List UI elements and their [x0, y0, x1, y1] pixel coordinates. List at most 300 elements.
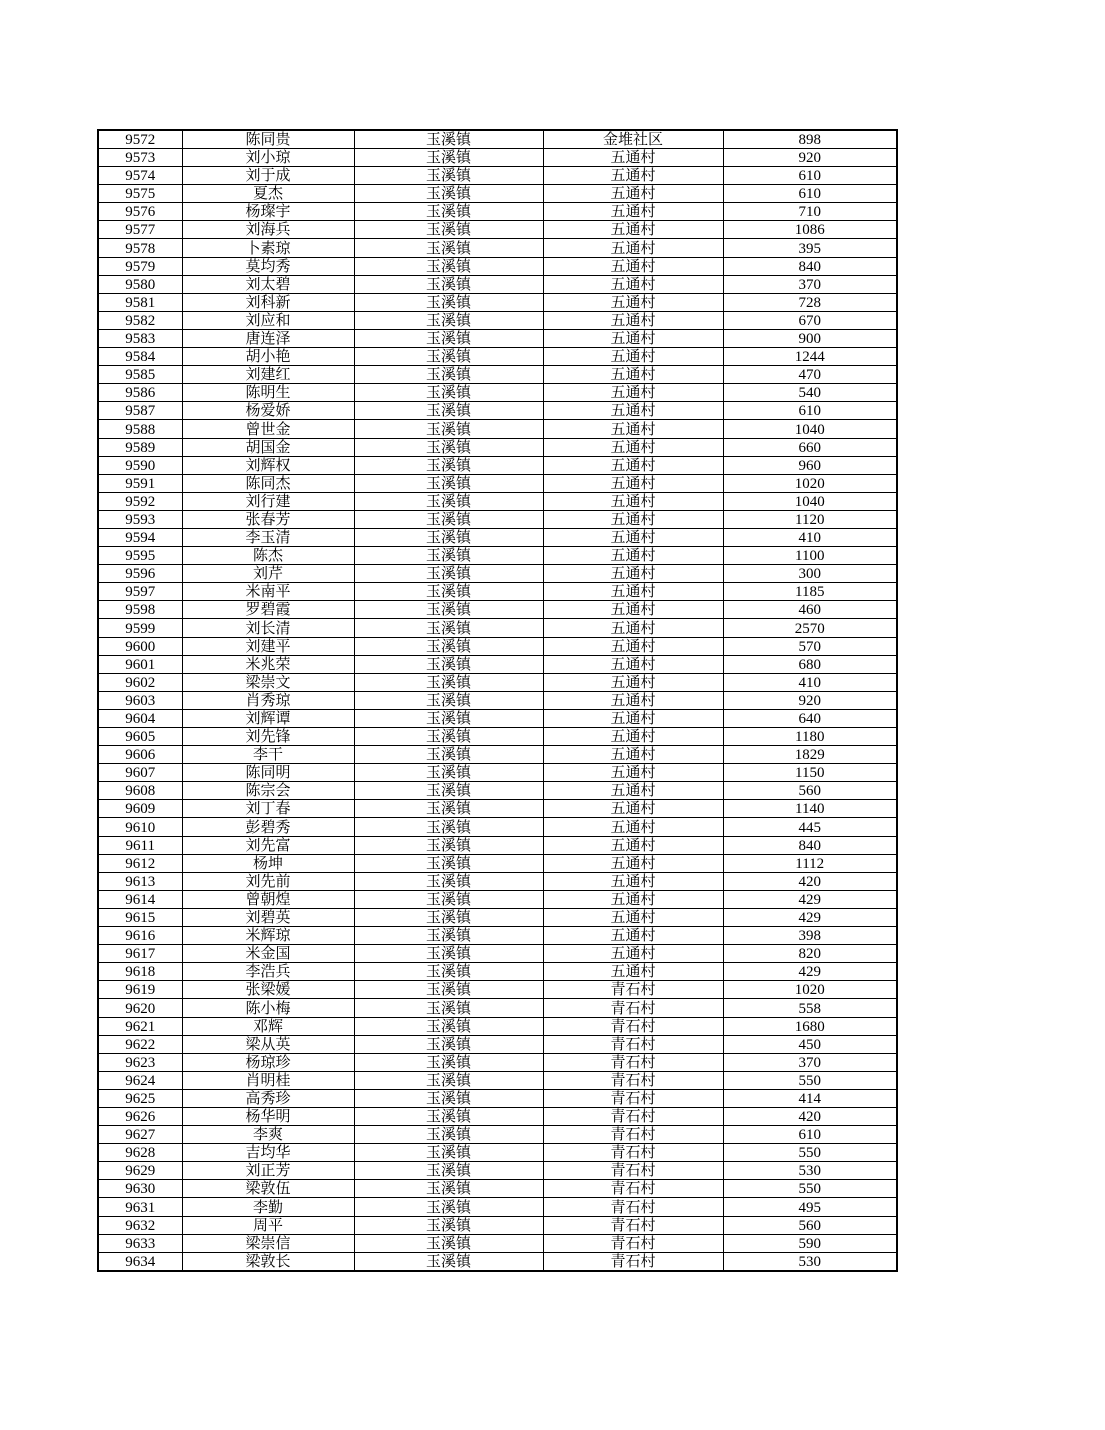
- row-number-cell: 9609: [98, 800, 182, 818]
- village-cell: 五通村: [543, 637, 723, 655]
- amount-cell: 540: [723, 384, 897, 402]
- amount-cell: 530: [723, 1162, 897, 1180]
- town-cell: 玉溪镇: [354, 239, 543, 257]
- row-number-cell: 9599: [98, 619, 182, 637]
- town-cell: 玉溪镇: [354, 1216, 543, 1234]
- name-cell: 陈小梅: [182, 999, 354, 1017]
- row-number-cell: 9582: [98, 311, 182, 329]
- name-cell: 刘正芳: [182, 1162, 354, 1180]
- town-cell: 玉溪镇: [354, 583, 543, 601]
- amount-cell: 1185: [723, 583, 897, 601]
- name-cell: 刘辉谭: [182, 709, 354, 727]
- row-number-cell: 9614: [98, 890, 182, 908]
- amount-cell: 370: [723, 1053, 897, 1071]
- village-cell: 青石村: [543, 999, 723, 1017]
- village-cell: 五通村: [543, 492, 723, 510]
- town-cell: 玉溪镇: [354, 293, 543, 311]
- name-cell: 刘丁春: [182, 800, 354, 818]
- amount-cell: 558: [723, 999, 897, 1017]
- table-row: [98, 311, 897, 329]
- table-row: [98, 492, 897, 510]
- row-number-cell: 9595: [98, 547, 182, 565]
- village-cell: 五通村: [543, 818, 723, 836]
- amount-cell: 660: [723, 438, 897, 456]
- town-cell: 玉溪镇: [354, 818, 543, 836]
- name-cell: 曾朝煌: [182, 890, 354, 908]
- village-cell: 五通村: [543, 185, 723, 203]
- town-cell: 玉溪镇: [354, 1198, 543, 1216]
- row-number-cell: 9593: [98, 510, 182, 528]
- amount-cell: 840: [723, 836, 897, 854]
- town-cell: 玉溪镇: [354, 203, 543, 221]
- town-cell: 玉溪镇: [354, 673, 543, 691]
- row-number-cell: 9621: [98, 1017, 182, 1035]
- table-row: [98, 601, 897, 619]
- name-cell: 米金国: [182, 945, 354, 963]
- table-row: [98, 1126, 897, 1144]
- row-number-cell: 9584: [98, 348, 182, 366]
- row-number-cell: 9617: [98, 945, 182, 963]
- row-number-cell: 9596: [98, 565, 182, 583]
- town-cell: 玉溪镇: [354, 1071, 543, 1089]
- table-row: [98, 384, 897, 402]
- row-number-cell: 9619: [98, 981, 182, 999]
- town-cell: 玉溪镇: [354, 999, 543, 1017]
- table-row: [98, 583, 897, 601]
- town-cell: 玉溪镇: [354, 764, 543, 782]
- name-cell: 彭碧秀: [182, 818, 354, 836]
- amount-cell: 550: [723, 1144, 897, 1162]
- table-row: [98, 329, 897, 347]
- amount-cell: 550: [723, 1071, 897, 1089]
- row-number-cell: 9579: [98, 257, 182, 275]
- village-cell: 青石村: [543, 981, 723, 999]
- town-cell: 玉溪镇: [354, 257, 543, 275]
- table-row: [98, 890, 897, 908]
- name-cell: 胡国金: [182, 438, 354, 456]
- village-cell: 五通村: [543, 872, 723, 890]
- amount-cell: 300: [723, 565, 897, 583]
- name-cell: 周平: [182, 1216, 354, 1234]
- amount-cell: 1180: [723, 728, 897, 746]
- row-number-cell: 9589: [98, 438, 182, 456]
- amount-cell: 398: [723, 927, 897, 945]
- amount-cell: 2570: [723, 619, 897, 637]
- table-row: [98, 167, 897, 185]
- amount-cell: 640: [723, 709, 897, 727]
- town-cell: 玉溪镇: [354, 872, 543, 890]
- village-cell: 五通村: [543, 908, 723, 926]
- table-row: [98, 999, 897, 1017]
- amount-cell: 495: [723, 1198, 897, 1216]
- town-cell: 玉溪镇: [354, 402, 543, 420]
- row-number-cell: 9610: [98, 818, 182, 836]
- table-row: [98, 746, 897, 764]
- table-row: [98, 149, 897, 167]
- name-cell: 李玉清: [182, 528, 354, 546]
- village-cell: 五通村: [543, 601, 723, 619]
- town-cell: 玉溪镇: [354, 510, 543, 528]
- name-cell: 卜素琼: [182, 239, 354, 257]
- amount-cell: 1100: [723, 547, 897, 565]
- town-cell: 玉溪镇: [354, 329, 543, 347]
- name-cell: 米兆荣: [182, 655, 354, 673]
- name-cell: 曾世金: [182, 420, 354, 438]
- name-cell: 杨坤: [182, 854, 354, 872]
- table-row: [98, 547, 897, 565]
- town-cell: 玉溪镇: [354, 836, 543, 854]
- table-row: [98, 908, 897, 926]
- town-cell: 玉溪镇: [354, 1180, 543, 1198]
- table-row: [98, 438, 897, 456]
- village-cell: 五通村: [543, 329, 723, 347]
- name-cell: 陈同贵: [182, 130, 354, 149]
- amount-cell: 429: [723, 963, 897, 981]
- town-cell: 玉溪镇: [354, 981, 543, 999]
- table-row: [98, 1017, 897, 1035]
- village-cell: 五通村: [543, 438, 723, 456]
- row-number-cell: 9572: [98, 130, 182, 149]
- name-cell: 李干: [182, 746, 354, 764]
- amount-cell: 728: [723, 293, 897, 311]
- row-number-cell: 9598: [98, 601, 182, 619]
- row-number-cell: 9602: [98, 673, 182, 691]
- village-cell: 五通村: [543, 221, 723, 239]
- town-cell: 玉溪镇: [354, 691, 543, 709]
- amount-cell: 820: [723, 945, 897, 963]
- amount-cell: 560: [723, 1216, 897, 1234]
- village-cell: 青石村: [543, 1234, 723, 1252]
- town-cell: 玉溪镇: [354, 311, 543, 329]
- town-cell: 玉溪镇: [354, 1017, 543, 1035]
- table-row: [98, 655, 897, 673]
- table-row: [98, 1234, 897, 1252]
- table-row: [98, 818, 897, 836]
- row-number-cell: 9591: [98, 474, 182, 492]
- row-number-cell: 9623: [98, 1053, 182, 1071]
- table-row: [98, 782, 897, 800]
- table-row: [98, 981, 897, 999]
- row-number-cell: 9592: [98, 492, 182, 510]
- village-cell: 青石村: [543, 1180, 723, 1198]
- town-cell: 玉溪镇: [354, 547, 543, 565]
- name-cell: 刘先富: [182, 836, 354, 854]
- village-cell: 青石村: [543, 1162, 723, 1180]
- amount-cell: 920: [723, 691, 897, 709]
- village-cell: 青石村: [543, 1126, 723, 1144]
- name-cell: 杨琼珍: [182, 1053, 354, 1071]
- village-cell: 青石村: [543, 1198, 723, 1216]
- amount-cell: 1040: [723, 420, 897, 438]
- town-cell: 玉溪镇: [354, 854, 543, 872]
- amount-cell: 840: [723, 257, 897, 275]
- amount-cell: 530: [723, 1252, 897, 1271]
- row-number-cell: 9590: [98, 456, 182, 474]
- village-cell: 五通村: [543, 510, 723, 528]
- amount-cell: 960: [723, 456, 897, 474]
- table-row: [98, 402, 897, 420]
- table-row: [98, 528, 897, 546]
- table-row: [98, 420, 897, 438]
- name-cell: 刘先前: [182, 872, 354, 890]
- name-cell: 夏杰: [182, 185, 354, 203]
- table-row: [98, 257, 897, 275]
- table-row: [98, 456, 897, 474]
- town-cell: 玉溪镇: [354, 456, 543, 474]
- row-number-cell: 9581: [98, 293, 182, 311]
- town-cell: 玉溪镇: [354, 1035, 543, 1053]
- amount-cell: 420: [723, 1107, 897, 1125]
- village-cell: 五通村: [543, 963, 723, 981]
- town-cell: 玉溪镇: [354, 438, 543, 456]
- row-number-cell: 9625: [98, 1089, 182, 1107]
- amount-cell: 460: [723, 601, 897, 619]
- village-cell: 青石村: [543, 1071, 723, 1089]
- village-cell: 五通村: [543, 257, 723, 275]
- town-cell: 玉溪镇: [354, 619, 543, 637]
- name-cell: 李爽: [182, 1126, 354, 1144]
- amount-cell: 610: [723, 167, 897, 185]
- row-number-cell: 9618: [98, 963, 182, 981]
- name-cell: 陈同明: [182, 764, 354, 782]
- town-cell: 玉溪镇: [354, 908, 543, 926]
- table-row: [98, 1144, 897, 1162]
- row-number-cell: 9615: [98, 908, 182, 926]
- village-cell: 金堆社区: [543, 130, 723, 149]
- town-cell: 玉溪镇: [354, 149, 543, 167]
- table-row: [98, 293, 897, 311]
- town-cell: 玉溪镇: [354, 366, 543, 384]
- amount-cell: 670: [723, 311, 897, 329]
- town-cell: 玉溪镇: [354, 1053, 543, 1071]
- row-number-cell: 9604: [98, 709, 182, 727]
- table-row: [98, 1198, 897, 1216]
- village-cell: 五通村: [543, 420, 723, 438]
- row-number-cell: 9597: [98, 583, 182, 601]
- row-number-cell: 9605: [98, 728, 182, 746]
- village-cell: 五通村: [543, 239, 723, 257]
- name-cell: 杨爱娇: [182, 402, 354, 420]
- amount-cell: 1020: [723, 981, 897, 999]
- row-number-cell: 9577: [98, 221, 182, 239]
- amount-cell: 1112: [723, 854, 897, 872]
- town-cell: 玉溪镇: [354, 420, 543, 438]
- town-cell: 玉溪镇: [354, 130, 543, 149]
- town-cell: 玉溪镇: [354, 1107, 543, 1125]
- town-cell: 玉溪镇: [354, 1126, 543, 1144]
- town-cell: 玉溪镇: [354, 185, 543, 203]
- table-row: [98, 637, 897, 655]
- village-cell: 五通村: [543, 655, 723, 673]
- village-cell: 五通村: [543, 366, 723, 384]
- table-row: [98, 927, 897, 945]
- town-cell: 玉溪镇: [354, 927, 543, 945]
- amount-cell: 370: [723, 275, 897, 293]
- name-cell: 米辉琼: [182, 927, 354, 945]
- table-row: [98, 221, 897, 239]
- name-cell: 张春芳: [182, 510, 354, 528]
- row-number-cell: 9624: [98, 1071, 182, 1089]
- table-row: [98, 800, 897, 818]
- village-cell: 五通村: [543, 456, 723, 474]
- village-cell: 五通村: [543, 348, 723, 366]
- town-cell: 玉溪镇: [354, 1252, 543, 1271]
- table-row: [98, 130, 897, 149]
- table-row: [98, 203, 897, 221]
- table-row: [98, 709, 897, 727]
- table-row: [98, 836, 897, 854]
- name-cell: 梁敦伍: [182, 1180, 354, 1198]
- row-number-cell: 9616: [98, 927, 182, 945]
- village-cell: 五通村: [543, 746, 723, 764]
- row-number-cell: 9630: [98, 1180, 182, 1198]
- town-cell: 玉溪镇: [354, 601, 543, 619]
- row-number-cell: 9633: [98, 1234, 182, 1252]
- name-cell: 梁从英: [182, 1035, 354, 1053]
- village-cell: 青石村: [543, 1053, 723, 1071]
- name-cell: 刘芹: [182, 565, 354, 583]
- town-cell: 玉溪镇: [354, 655, 543, 673]
- row-number-cell: 9583: [98, 329, 182, 347]
- village-cell: 五通村: [543, 565, 723, 583]
- name-cell: 杨璨宇: [182, 203, 354, 221]
- village-cell: 青石村: [543, 1252, 723, 1271]
- village-cell: 青石村: [543, 1017, 723, 1035]
- town-cell: 玉溪镇: [354, 637, 543, 655]
- name-cell: 刘海兵: [182, 221, 354, 239]
- village-cell: 五通村: [543, 619, 723, 637]
- table-row: [98, 366, 897, 384]
- row-number-cell: 9585: [98, 366, 182, 384]
- amount-cell: 680: [723, 655, 897, 673]
- amount-cell: 1140: [723, 800, 897, 818]
- village-cell: 五通村: [543, 764, 723, 782]
- table-row: [98, 1035, 897, 1053]
- amount-cell: 710: [723, 203, 897, 221]
- table-row: [98, 474, 897, 492]
- row-number-cell: 9628: [98, 1144, 182, 1162]
- town-cell: 玉溪镇: [354, 565, 543, 583]
- village-cell: 五通村: [543, 945, 723, 963]
- name-cell: 吉均华: [182, 1144, 354, 1162]
- name-cell: 陈同杰: [182, 474, 354, 492]
- town-cell: 玉溪镇: [354, 474, 543, 492]
- table-row: [98, 565, 897, 583]
- name-cell: 刘先锋: [182, 728, 354, 746]
- data-table: [97, 129, 898, 1272]
- row-number-cell: 9574: [98, 167, 182, 185]
- village-cell: 五通村: [543, 782, 723, 800]
- row-number-cell: 9632: [98, 1216, 182, 1234]
- row-number-cell: 9612: [98, 854, 182, 872]
- amount-cell: 450: [723, 1035, 897, 1053]
- name-cell: 刘长清: [182, 619, 354, 637]
- row-number-cell: 9608: [98, 782, 182, 800]
- amount-cell: 560: [723, 782, 897, 800]
- amount-cell: 470: [723, 366, 897, 384]
- row-number-cell: 9626: [98, 1107, 182, 1125]
- town-cell: 玉溪镇: [354, 1234, 543, 1252]
- name-cell: 刘碧英: [182, 908, 354, 926]
- village-cell: 五通村: [543, 673, 723, 691]
- row-number-cell: 9588: [98, 420, 182, 438]
- village-cell: 青石村: [543, 1035, 723, 1053]
- town-cell: 玉溪镇: [354, 945, 543, 963]
- row-number-cell: 9620: [98, 999, 182, 1017]
- table-row: [98, 275, 897, 293]
- table-row: [98, 1216, 897, 1234]
- name-cell: 胡小艳: [182, 348, 354, 366]
- village-cell: 五通村: [543, 528, 723, 546]
- table-row: [98, 945, 897, 963]
- amount-cell: 1680: [723, 1017, 897, 1035]
- village-cell: 五通村: [543, 854, 723, 872]
- amount-cell: 1040: [723, 492, 897, 510]
- amount-cell: 395: [723, 239, 897, 257]
- town-cell: 玉溪镇: [354, 746, 543, 764]
- row-number-cell: 9611: [98, 836, 182, 854]
- amount-cell: 445: [723, 818, 897, 836]
- table-row: [98, 619, 897, 637]
- name-cell: 罗碧霞: [182, 601, 354, 619]
- name-cell: 梁崇文: [182, 673, 354, 691]
- town-cell: 玉溪镇: [354, 492, 543, 510]
- village-cell: 五通村: [543, 311, 723, 329]
- row-number-cell: 9631: [98, 1198, 182, 1216]
- name-cell: 陈杰: [182, 547, 354, 565]
- name-cell: 刘于成: [182, 167, 354, 185]
- name-cell: 邓辉: [182, 1017, 354, 1035]
- amount-cell: 920: [723, 149, 897, 167]
- table-row: [98, 1053, 897, 1071]
- table-row: [98, 872, 897, 890]
- row-number-cell: 9601: [98, 655, 182, 673]
- name-cell: 陈明生: [182, 384, 354, 402]
- village-cell: 五通村: [543, 402, 723, 420]
- village-cell: 五通村: [543, 583, 723, 601]
- amount-cell: 410: [723, 528, 897, 546]
- village-cell: 五通村: [543, 293, 723, 311]
- name-cell: 李浩兵: [182, 963, 354, 981]
- amount-cell: 900: [723, 329, 897, 347]
- table-row: [98, 728, 897, 746]
- town-cell: 玉溪镇: [354, 782, 543, 800]
- name-cell: 肖明桂: [182, 1071, 354, 1089]
- table-row: [98, 1162, 897, 1180]
- amount-cell: 414: [723, 1089, 897, 1107]
- name-cell: 梁敦长: [182, 1252, 354, 1271]
- table-row: [98, 1252, 897, 1271]
- amount-cell: 590: [723, 1234, 897, 1252]
- row-number-cell: 9634: [98, 1252, 182, 1271]
- village-cell: 青石村: [543, 1107, 723, 1125]
- town-cell: 玉溪镇: [354, 1089, 543, 1107]
- table-row: [98, 1071, 897, 1089]
- name-cell: 陈宗会: [182, 782, 354, 800]
- village-cell: 五通村: [543, 149, 723, 167]
- table-row: [98, 185, 897, 203]
- table-row: [98, 348, 897, 366]
- town-cell: 玉溪镇: [354, 384, 543, 402]
- row-number-cell: 9576: [98, 203, 182, 221]
- amount-cell: 1829: [723, 746, 897, 764]
- row-number-cell: 9629: [98, 1162, 182, 1180]
- town-cell: 玉溪镇: [354, 963, 543, 981]
- town-cell: 玉溪镇: [354, 890, 543, 908]
- row-number-cell: 9607: [98, 764, 182, 782]
- table-row: [98, 1107, 897, 1125]
- village-cell: 五通村: [543, 384, 723, 402]
